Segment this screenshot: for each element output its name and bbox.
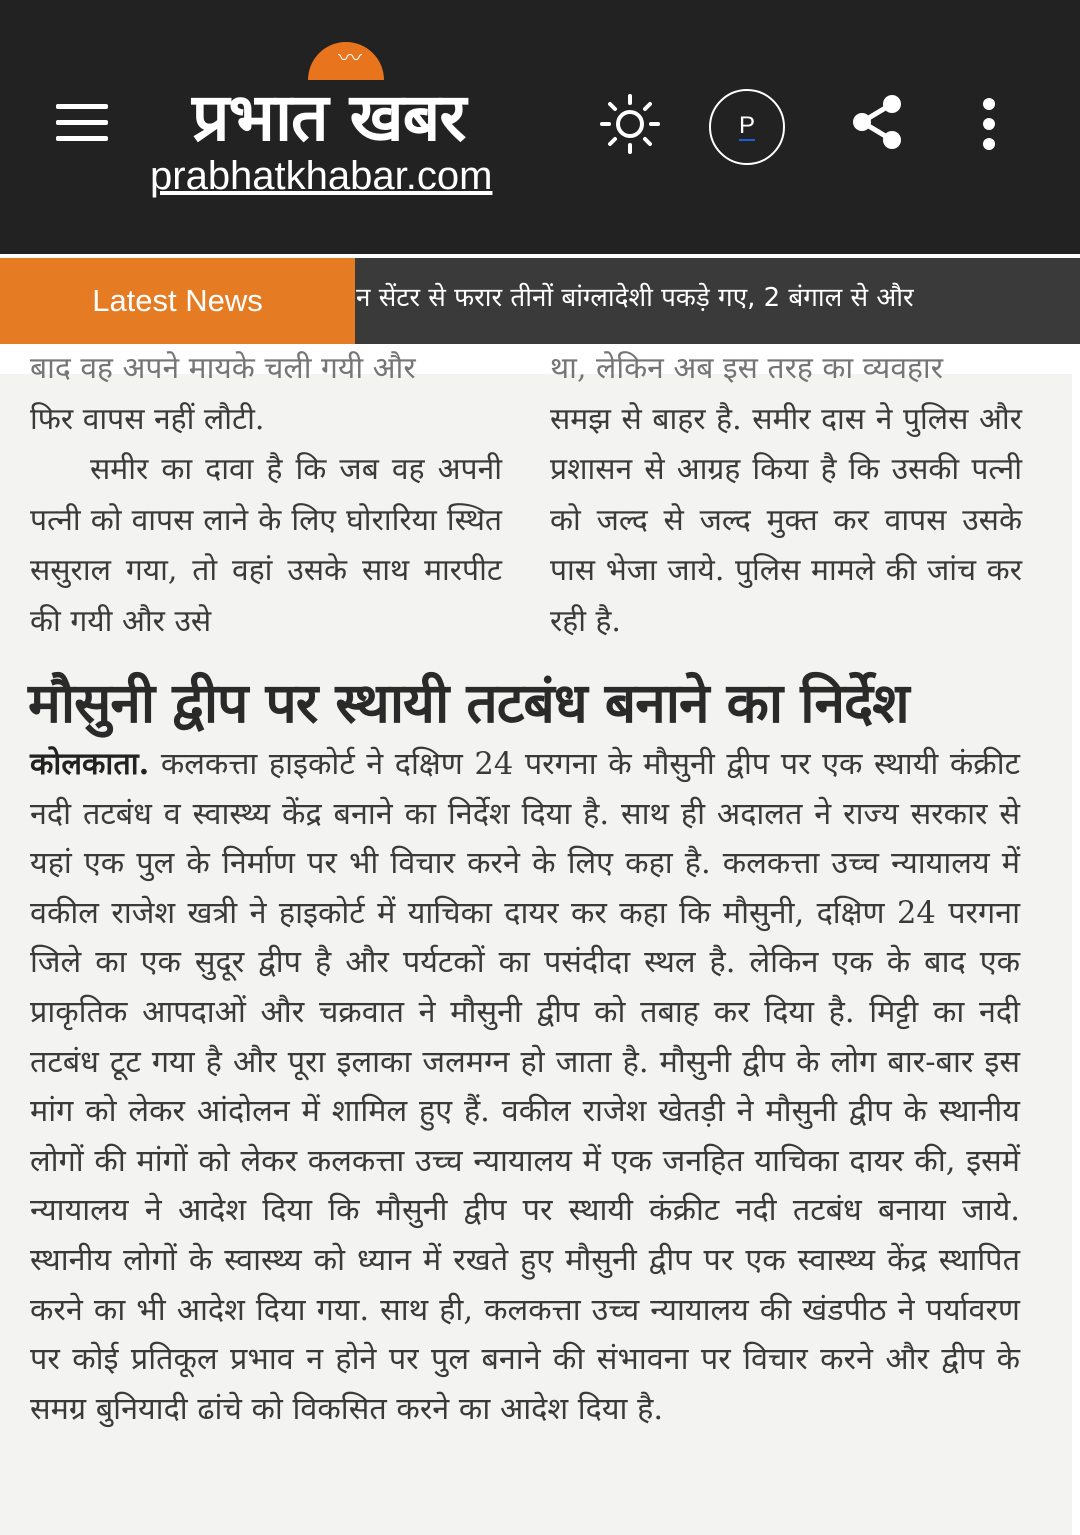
article-dateline: कोलकाता.	[30, 746, 150, 782]
site-logo[interactable]	[150, 38, 550, 198]
right-column-cut-line: था, लेकिन अब इस तरह का व्यवहार	[550, 351, 943, 386]
avatar-initial: P	[739, 113, 755, 141]
left-column	[30, 344, 502, 647]
logo-text: प्रभात खबर	[192, 78, 466, 156]
right-column-paragraph: समझ से बाहर है. समीर दास ने पुलिस और प्रशासन से आग्रह किया है कि उसकी पत्नी को जल्द से जल्द मुक्त कर वापस उसके पास भेजा जाये. पुलिस मामले की जांच कर रही है.	[550, 401, 1022, 639]
left-column-line: फिर वापस नहीं लौटी.	[30, 401, 265, 437]
app-header	[0, 0, 1080, 254]
logo-url[interactable]: prabhatkhabar.com	[150, 154, 493, 198]
right-column	[550, 344, 1022, 647]
avatar[interactable]	[709, 89, 785, 165]
logo-bird-icon: 〰	[338, 44, 362, 72]
left-column-cut-line: बाद वह अपने मायके चली गयी और	[30, 351, 416, 386]
menu-icon[interactable]	[56, 104, 110, 142]
article-body-text: कलकत्ता हाइकोर्ट ने दक्षिण 24 परगना के मौसुनी द्वीप पर एक स्थायी कंक्रीट नदी तटबंध व स्वास्थ्य केंद्र बनाने का निर्देश दिया है. साथ ही अदालत ने राज्य सरकार से यहां एक पुल के निर्माण पर भी विचार करने के लिए कहा है. कलकत्ता उच्च न्यायालय में वकील राजेश खत्री ने हाइकोर्ट में याचिका दायर कर कहा कि मौसुनी, दक्षिण 24 परगना जिले का एक सुदूर द्वीप है और पर्यटकों का पसंदीदा स्थल है. लेकिन एक के बाद एक प्राकृतिक आपदाओं और चक्रवात ने मौसुनी द्वीप को तबाह कर दिया है. मिट्टी का नदी तटबंध टूट गया है और पूरा इलाका जलमग्न हो जाता है. मौसुनी द्वीप के लोग बार-बार इस मांग को लेकर आंदोलन में शामिल हुए हैं. वकील राजेश खेतड़ी ने मौसुनी द्वीप के स्थानीय लोगों की मांगों को लेकर कलकत्ता उच्च न्यायालय में एक जनहित याचिका दायर की, इसमें न्यायालय ने आदेश दिया कि मौसुनी द्वीप पर स्थायी कंक्रीट नदी तटबंध बनाया जाये. स्थानीय लोगों के स्वास्थ्य को ध्यान में रखते हुए मौसुनी द्वीप पर एक स्वास्थ्य केंद्र स्थापित करने का भी आदेश दिया गया. साथ ही, कलकत्ता उच्च न्यायालय की खंडपीठ ने पर्यावरण पर कोई प्रतिकूल प्रभाव न होने पर पुल बनाने की संभावना पर विचार करने और द्वीप के समग्र बुनियादी ढांचे को विकसित करने का आदेश दिया है.	[30, 747, 1020, 1427]
article-body	[30, 740, 1020, 1434]
brightness-icon[interactable]	[598, 92, 662, 156]
news-ticker	[0, 258, 1080, 344]
ticker-label[interactable]: Latest News	[0, 258, 355, 344]
ticker-headline[interactable]: न सेंटर से फरार तीनों बांग्लादेशी पकड़े गए, 2 बंगाल से और	[356, 283, 914, 313]
article-headline: मौसुनी द्वीप पर स्थायी तटबंध बनाने का निर्देश	[28, 671, 909, 735]
left-column-paragraph: समीर का दावा है कि जब वह अपनी पत्नी को वापस लाने के लिए घोरारिया स्थित ससुराल गया, तो वहां उसके साथ मारपीट की गयी और उसे	[30, 452, 502, 639]
more-vertical-icon[interactable]	[976, 98, 1004, 150]
share-icon[interactable]	[848, 92, 908, 152]
newspaper-clipping	[0, 351, 1072, 1535]
